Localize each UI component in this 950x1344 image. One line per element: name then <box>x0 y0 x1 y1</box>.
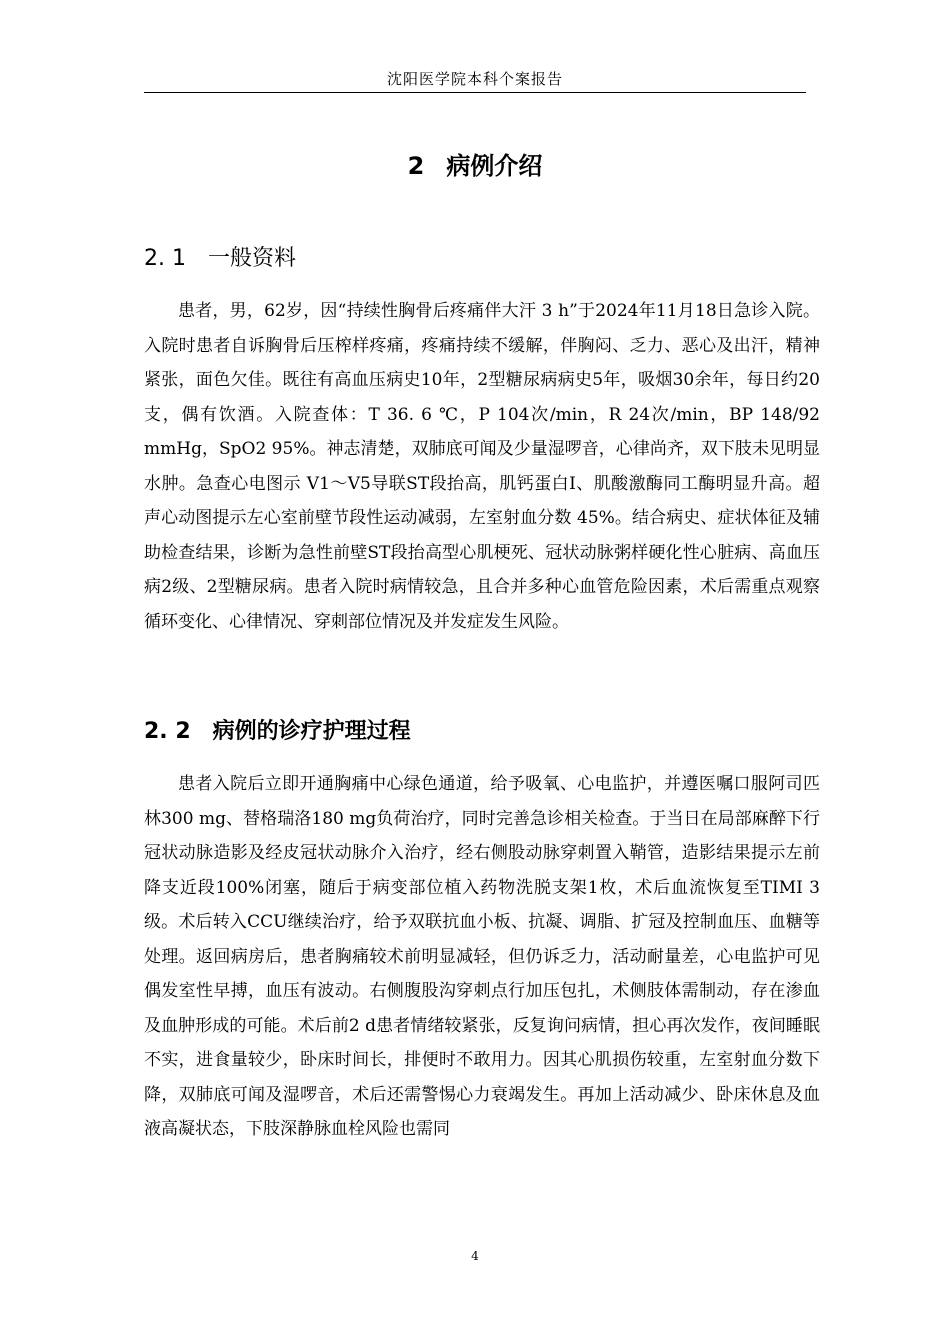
section-title: 病例的诊疗护理过程 <box>212 719 411 744</box>
running-header: 沈阳医学院本科个案报告 <box>386 70 563 88</box>
page-number: 4 <box>471 1249 479 1263</box>
section-paragraph-treatment-process: 患者入院后立即开通胸痛中心绿色通道，给予吸氧、心电监护，并遵医嘱口服阿司匹林300 mg、替格瑞洛180 mg负荷治疗，同时完善急诊相关检查。于当日在局部麻醉下行冠状动脉造影及经皮冠状动脉介入治疗，经右侧股动脉穿刺置入鞘管，造影结果提示左前降支近段100%闭塞，随后于病变部位植入药物洗脱支架1枚，术后血流恢复至TIMI 3级。术后转入CCU继续治疗，给予双联抗血小板、抗凝、调脂、扩冠及控制血压、血糖等处理。返回病房后，患者胸痛较术前明显减轻，但仍诉乏力，活动耐量差，心电监护可见偶发室性早搏，血压有波动。右侧腹股沟穿刺点行加压包扎，术侧肢体需制动，存在渗血及血肿形成的可能。术后前2 d患者情绪较紧张，反复询问病情，担心再次发作，夜间睡眠不实，进食量较少，卧床时间长，排便时不敢用力。因其心肌损伤较重，左室射血分数下降，双肺底可闻及湿啰音，术后还需警惕心力衰竭发生。再加上活动减少、卧床休息及血液高凝状态，下肢深静脉血栓风险也需同 <box>144 774 820 1139</box>
header-divider <box>144 92 806 93</box>
section-heading-2-2 <box>144 716 411 748</box>
chapter-number: 2 <box>407 152 425 180</box>
chapter-heading <box>144 148 806 184</box>
section-title: 一般资料 <box>207 246 296 271</box>
chapter-title: 病例介绍 <box>446 152 543 180</box>
section-number: 2. 1 <box>144 246 186 271</box>
section-paragraph-general-info: 患者，男，62岁，因“持续性胸骨后疼痛伴大汗 3 h”于2024年11月18日急诊入院。入院时患者自诉胸骨后压榨样疼痛，疼痛持续不缓解，伴胸闷、乏力、恶心及出汗，精神紧张，面色欠佳。既往有高血压病史10年，2型糖尿病病史5年，吸烟30余年，每日约20支，偶有饮酒。入院查体：T 36. 6 ℃，P 104次/min，R 24次/min，BP 148/92 mmHg，SpO2 95%。神志清楚，双肺底可闻及少量湿啰音，心律尚齐，双下肢未见明显水肿。急查心电图示 V1～V5导联ST段抬高，肌钙蛋白I、肌酸激酶同工酶明显升高。超声心动图提示左心室前壁节段性运动减弱，左室射血分数 45%。结合病史、症状体征及辅助检查结果，诊断为急性前壁ST段抬高型心肌梗死、冠状动脉粥样硬化性心脏病、高血压病2级、2型糖尿病。患者入院时病情较急，且合并多种心血管危险因素，术后需重点观察循环变化、心律情况、穿刺部位情况及并发症发生风险。 <box>144 301 820 632</box>
section-heading-2-1 <box>144 243 296 275</box>
section-number: 2. 2 <box>144 719 191 744</box>
